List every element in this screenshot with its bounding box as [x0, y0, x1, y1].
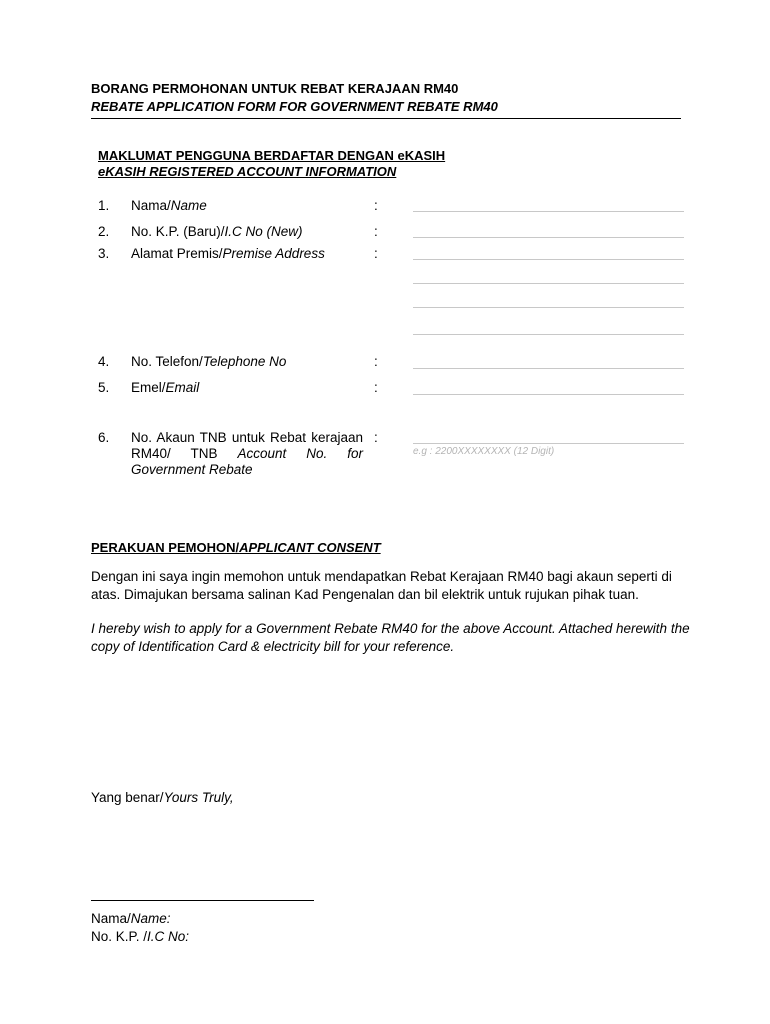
consent-title-english: APPLICANT CONSENT: [239, 540, 381, 555]
label-english: I.C No (New): [224, 224, 303, 239]
field-label-address: [131, 246, 363, 261]
signatory-name: [91, 911, 171, 926]
telephone-input-line[interactable]: [413, 368, 684, 369]
consent-title-malay: PERAKUAN PEMOHON/: [91, 540, 240, 555]
yours-english: Yours Truly,: [163, 790, 234, 805]
form-title-english: REBATE APPLICATION FORM FOR GOVERNMENT REBATE RM40: [91, 99, 498, 114]
field-label-tnb-account: [131, 430, 363, 478]
consent-text-english: I hereby wish to apply for a Government Rebate RM40 for the above Account. Attached herewith the copy of Identification Card & electricity bill for your reference.: [91, 621, 690, 654]
tnb-account-input-line[interactable]: [413, 443, 684, 444]
field-colon: :: [374, 224, 378, 239]
signature-line[interactable]: [91, 900, 314, 901]
label-english: Telephone No: [202, 354, 287, 369]
field-colon: :: [374, 380, 378, 395]
field-colon: :: [374, 430, 378, 445]
field-colon: :: [374, 354, 378, 369]
field-number: 4.: [98, 354, 110, 369]
consent-title: [91, 540, 381, 555]
signatory-ic: [91, 929, 189, 944]
field-label-email: [131, 380, 363, 395]
address-input-line-4[interactable]: [413, 334, 684, 335]
name-malay: Nama/: [91, 911, 131, 926]
label-malay: Emel/: [131, 380, 166, 395]
label-malay: No. Akaun TNB untuk Rebat kerajaan RM40/ TNB: [131, 430, 363, 461]
form-title-malay: BORANG PERMOHONAN UNTUK REBAT KERAJAAN RM40: [91, 81, 459, 96]
label-malay: No. Telefon/: [131, 354, 203, 369]
label-english: Premise Address: [222, 246, 325, 261]
account-number-hint: e.g : 2200XXXXXXXX (12 Digit): [413, 446, 555, 457]
label-english: Email: [165, 380, 200, 395]
field-label-ic: [131, 224, 363, 239]
section-title-malay: MAKLUMAT PENGGUNA BERDAFTAR DENGAN eKASIH: [98, 148, 446, 163]
name-english: Name:: [130, 911, 171, 926]
label-malay: Nama/: [131, 198, 171, 213]
consent-text-malay: Dengan ini saya ingin memohon untuk mendapatkan Rebat Kerajaan RM40 bagi akaun seperti di atas. Dimajukan bersama salinan Kad Pengenalan dan bil elektrik untuk rujukan pihak tuan.: [91, 569, 672, 602]
label-english: Name: [170, 198, 207, 213]
closing-yours-truly: [91, 790, 234, 805]
ic-input-line[interactable]: [413, 237, 684, 238]
field-number: 1.: [98, 198, 110, 213]
field-colon: :: [374, 246, 378, 261]
yours-malay: Yang benar/: [91, 790, 164, 805]
address-input-line-3[interactable]: [413, 307, 684, 308]
ic-english: I.C No:: [147, 929, 190, 944]
email-input-line[interactable]: [413, 394, 684, 395]
name-input-line[interactable]: [413, 211, 684, 212]
address-input-line-1[interactable]: [413, 259, 684, 260]
field-number: 6.: [98, 430, 110, 445]
header-divider: [91, 118, 681, 119]
address-input-line-2[interactable]: [413, 283, 684, 284]
field-number: 2.: [98, 224, 110, 239]
field-label-name: [131, 198, 363, 213]
label-english: Account No. for Government Rebate: [131, 446, 363, 477]
field-number: 5.: [98, 380, 110, 395]
label-malay: No. K.P. (Baru)/: [131, 224, 225, 239]
label-malay: Alamat Premis/: [131, 246, 223, 261]
field-colon: :: [374, 198, 378, 213]
section-title-english: eKASIH REGISTERED ACCOUNT INFORMATION: [98, 164, 397, 179]
field-label-telephone: [131, 354, 363, 369]
ic-malay: No. K.P. /: [91, 929, 148, 944]
field-number: 3.: [98, 246, 110, 261]
